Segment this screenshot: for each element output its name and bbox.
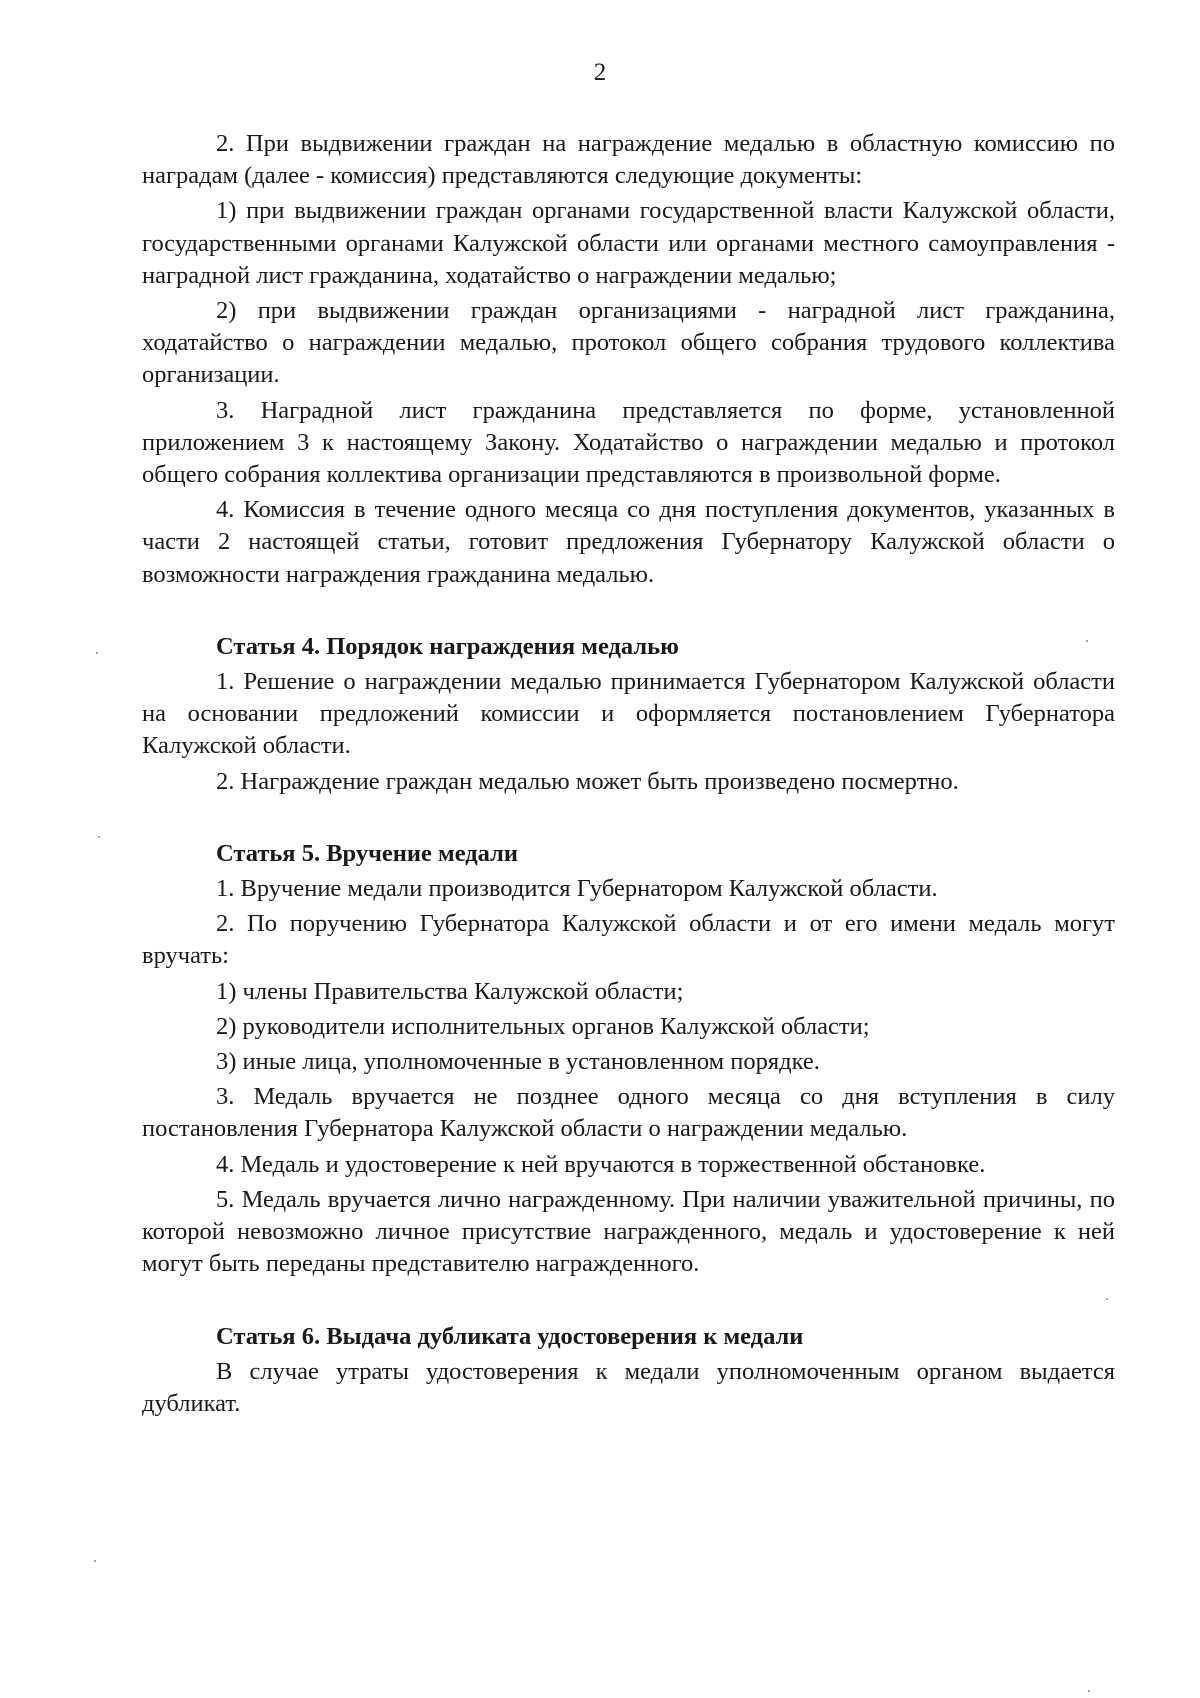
paragraph: 1) при выдвижении граждан органами государственной власти Калужской области, государственными органами Калужской области или органами местного самоуправления - наградной лист гражданина, ходатайство о награждении медалью;: [142, 197, 1115, 289]
scan-speck: [1088, 1690, 1090, 1692]
paragraph: 1) члены Правительства Калужской области;: [216, 977, 684, 1005]
article-6-heading: Статья 6. Выдача дубликата удостоверения к медали: [216, 1322, 804, 1350]
paragraph: 4. Комиссия в течение одного месяца со дня поступления документов, указанных в части 2 настоящей статьи, готовит предложения Губернатору Калужской области о возможности награждения гражданина медалью.: [142, 496, 1115, 588]
page-number: 2: [593, 59, 607, 86]
paragraph: 1. Вручение медали производится Губернатором Калужской области.: [216, 875, 938, 903]
paragraph: 5. Медаль вручается лично награжденному. При наличии уважительной причины, по которой невозможно личное присутствие награжденного, медаль и удостоверение к ней могут быть переданы представителю награжденного.: [142, 1185, 1115, 1278]
paragraph: 1. Решение о награждении медалью принимается Губернатором Калужской области на основании предложений комиссии и оформляется постановлением Губернатора Калужской области.: [142, 668, 1115, 760]
article-5-heading: Статья 5. Вручение медали: [216, 839, 518, 867]
paragraph: 2. По поручению Губернатора Калужской области и от его имени медаль могут вручать:: [142, 910, 1115, 970]
paragraph: 2. Награждение граждан медалью может быть произведено посмертно.: [216, 767, 959, 795]
paragraph: 3. Наградной лист гражданина представляется по форме, установленной приложением 3 к настоящему Закону. Ходатайство о награждении медалью и протокол общего собрания коллектива организации представляются в произвольной форме.: [142, 396, 1115, 489]
article-4-heading: Статья 4. Порядок награждения медалью: [216, 632, 679, 660]
document-body: [142, 128, 1115, 1420]
paragraph: 4. Медаль и удостоверение к ней вручаются в торжественной обстановке.: [216, 1150, 986, 1178]
paragraph: В случае утраты удостоверения к медали уполномоченным органом выдается дубликат.: [142, 1357, 1115, 1417]
scan-speck: [1086, 640, 1088, 642]
paragraph: 3. Медаль вручается не позднее одного месяца со дня вступления в силу постановления Губернатора Калужской области о награждении медалью.: [142, 1083, 1115, 1143]
paragraph: 2) руководители исполнительных органов Калужской области;: [216, 1012, 870, 1040]
paragraph: 2. При выдвижении граждан на награждение медалью в областную комиссию по наградам (далее - комиссия) представляются следующие документы:: [142, 130, 1115, 190]
scan-speck: [94, 1560, 96, 1562]
paragraph: 2) при выдвижении граждан организациями - наградной лист гражданина, ходатайство о награждении медалью, протокол общего собрания трудового коллектива организации.: [142, 297, 1115, 389]
scan-speck: [1106, 1298, 1108, 1300]
scan-speck: [96, 652, 98, 654]
scan-speck: [98, 836, 100, 838]
paragraph: 3) иные лица, уполномоченные в установленном порядке.: [216, 1048, 820, 1076]
